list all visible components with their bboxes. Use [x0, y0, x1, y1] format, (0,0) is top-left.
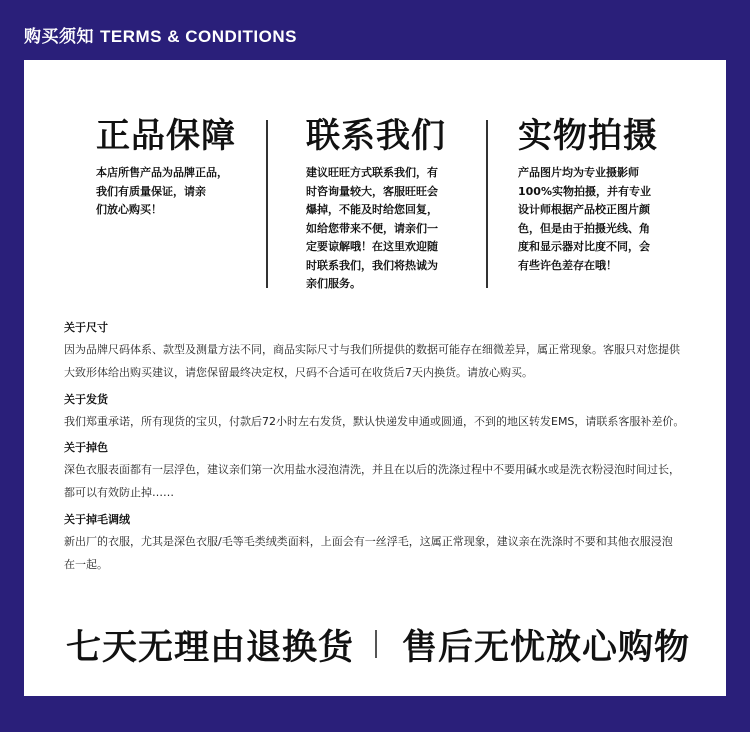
- header-title-zh: 购买须知: [24, 27, 94, 47]
- column-divider: [486, 120, 488, 288]
- column-title: 正品保障: [96, 116, 236, 156]
- section-title: 关于掉色: [64, 441, 108, 454]
- section-fading: [64, 438, 714, 504]
- section-title: 关于尺寸: [64, 321, 108, 334]
- column-title: 实物拍摄: [518, 116, 658, 156]
- section-shedding: [64, 510, 714, 576]
- column-title: 联系我们: [306, 116, 446, 156]
- section-title: 关于掉毛调绒: [64, 513, 130, 526]
- column-divider: [266, 120, 268, 288]
- section-body: 深色衣服表面都有一层浮色，建议亲们第一次用盐水浸泡清洗，并且在以后的洗涤过程中不要用碱水或是洗衣粉浸泡时间过长， 都可以有效防止掉……: [64, 463, 680, 499]
- column-text: 产品图片均为专业摄影师 100%实物拍摄，并有专业 设计师根据产品校正图片颜 色，但是由于拍摄光线、角 度和显示器对比度不同，会 有些许色差存在哦！: [518, 166, 651, 272]
- section-title: 关于发货: [64, 393, 108, 406]
- section-body: 我们郑重承诺，所有现货的宝贝，付款后72小时左右发货，默认快递发申通或圆通，不到的地区转发EMS，请联系客服补差价。: [64, 415, 685, 428]
- column-text: 本店所售产品为品牌正品， 我们有质量保证，请亲 们放心购买！: [96, 166, 228, 216]
- content-panel: [24, 60, 726, 696]
- slogan-divider: [375, 630, 377, 658]
- section-shipping: [64, 390, 714, 433]
- section-body: 新出厂的衣服，尤其是深色衣服/毛等毛类绒类面料，上面会有一丝浮毛，这属正常现象，建议亲在洗涤时不要和其他衣服浸泡 在一起。: [64, 535, 673, 571]
- column-genuine: [96, 116, 274, 220]
- column-photo: [518, 116, 698, 275]
- slogan-returns: 七天无理由退换货: [66, 628, 355, 668]
- header-title-en: TERMS & CONDITIONS: [100, 27, 297, 46]
- column-contact: [306, 116, 486, 294]
- page-header: [24, 22, 297, 47]
- section-size: [64, 318, 714, 384]
- section-body: 因为品牌尺码体系、款型及测量方法不同，商品实际尺寸与我们所提供的数据可能存在细微差异，属正常现象。客服只对您提供 大致形体给出购买建议，请您保留最终决定权，尺码不合适可在收货后7天内换货。请放心购买。: [64, 343, 680, 379]
- column-text: 建议旺旺方式联系我们，有 时咨询量较大，客服旺旺会 爆掉，不能及时给您回复， 如给您带来不便，请亲们一 定要谅解哦！在这里欢迎随 时联系我们，我们将热诚为 亲们服务。: [306, 166, 438, 290]
- slogan-aftersales: 售后无忧放心购物: [402, 628, 691, 668]
